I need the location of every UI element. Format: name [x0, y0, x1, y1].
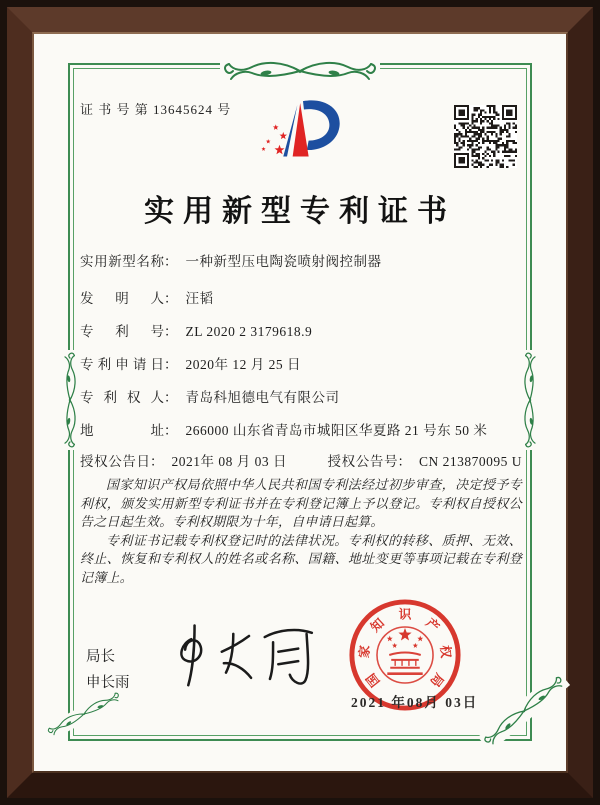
officer-title: 局长	[86, 649, 115, 665]
cnipa-logo	[256, 96, 350, 172]
certificate-number: 证 书 号 第 13645624 号	[80, 102, 232, 117]
grant-row	[80, 450, 522, 470]
field-colon: ：	[164, 324, 178, 339]
svg-text:识: 识	[398, 607, 412, 622]
field-colon: ：	[150, 454, 164, 469]
field-label: 发明人	[80, 291, 164, 306]
logo-stars	[261, 124, 287, 154]
flourish-top-ornament	[220, 56, 380, 86]
field-row-patentee	[80, 386, 522, 406]
field-colon: ：	[164, 423, 178, 438]
grant-number-value: CN 213870095 U	[418, 454, 522, 469]
logo-red-wedge	[293, 103, 309, 157]
paragraph-register-statement: 专利证书记载专利权登记时的法律状况。专利权的转移、质押、无效、终止、恢复和专利权人的姓名或名称、国籍、地址变更等事项记载在专利登记簿上。	[80, 532, 522, 585]
grant-date-label: 授权公告日	[80, 454, 150, 469]
field-colon: ：	[164, 357, 178, 372]
seal-emblem-gate	[387, 653, 422, 674]
seal-emblem-stars	[387, 628, 423, 648]
field-label: 地址	[80, 423, 164, 438]
field-colon: ：	[164, 254, 178, 269]
field-colon: ：	[164, 390, 178, 405]
grant-number-label: 授权公告号	[327, 454, 398, 469]
field-value: 青岛科旭德电气有限公司	[185, 390, 340, 405]
field-value: 266000 山东省青岛市城阳区华夏路 21 号东 50 米	[185, 423, 488, 438]
field-value: 2020年 12 月 25 日	[185, 357, 301, 372]
field-label: 专利号	[80, 324, 164, 339]
svg-text:权: 权	[437, 644, 453, 659]
field-label: 专利申请日	[80, 357, 164, 372]
grant-number-cell	[327, 450, 522, 470]
field-row-filing-date	[80, 353, 522, 373]
officer-block	[86, 644, 130, 696]
paragraph-grant-statement: 国家知识产权局依照中华人民共和国专利法经过初步审查，决定授予专利权，颁发实用新型专利证书并在专利登记簿上予以登记。专利权自授权公告之日起生效。专利权期限为十年，自申请日起算。	[80, 477, 522, 530]
field-label: 专利权人	[80, 390, 164, 405]
field-colon: ：	[164, 291, 178, 306]
qr-code	[454, 105, 517, 168]
legal-paragraphs	[80, 476, 522, 588]
field-value: ZL 2020 2 3179618.9	[185, 324, 313, 339]
svg-text:知: 知	[368, 615, 388, 635]
logo-p-bowl	[303, 100, 340, 150]
field-row-patent-number	[80, 320, 522, 340]
seal-date: 2021 年08月 03日	[351, 695, 479, 710]
svg-text:国: 国	[363, 670, 383, 690]
certificate-title: 实用新型专利证书	[144, 195, 456, 228]
field-row-name	[80, 250, 522, 270]
field-value: 一种新型压电陶瓷喷射阀控制器	[185, 254, 382, 269]
field-row-address	[80, 419, 522, 439]
field-label: 实用新型名称	[80, 254, 164, 269]
field-value: 汪韬	[185, 291, 214, 306]
field-list	[80, 250, 522, 439]
svg-text:局: 局	[427, 670, 447, 690]
svg-text:产: 产	[422, 615, 442, 635]
svg-text:家: 家	[357, 644, 373, 659]
seal-circular-text	[356, 607, 454, 690]
field-colon: ：	[397, 454, 411, 469]
grant-date-value: 2021年 08 月 03 日	[171, 454, 287, 469]
field-row-inventor	[80, 287, 522, 307]
officer-name: 申长雨	[86, 675, 130, 691]
commissioner-signature	[160, 616, 338, 700]
grant-date-cell	[80, 450, 327, 470]
